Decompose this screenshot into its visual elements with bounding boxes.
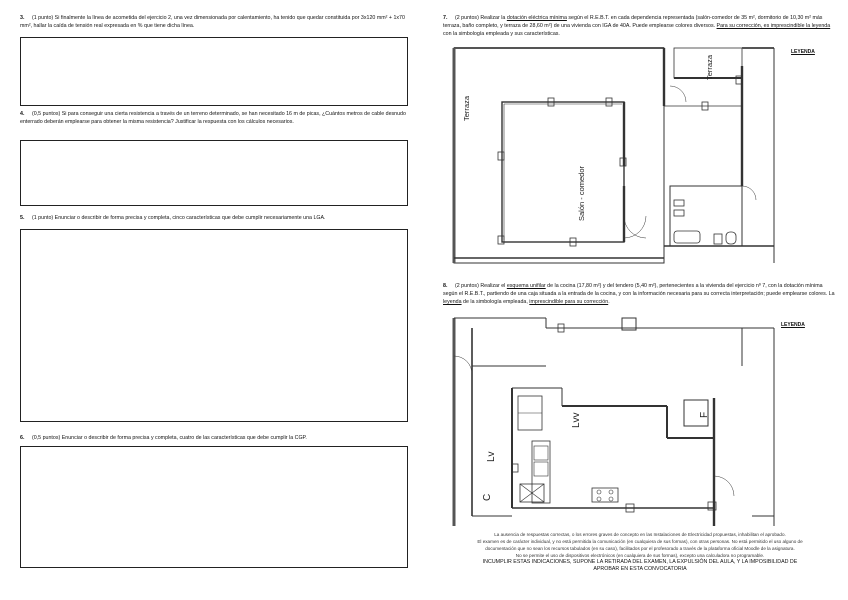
- floor-plan-7-drawing: [452, 46, 777, 266]
- label-lv: Lv: [486, 451, 497, 462]
- footer-warning: APROBAR EN ESTA CONVOCATORIA: [593, 566, 687, 572]
- question-number: 6.: [20, 435, 25, 441]
- label-salon-comedor: Salón - comedor: [577, 165, 586, 221]
- answer-box-3[interactable]: [20, 37, 408, 106]
- question-5: [20, 214, 412, 222]
- question-text-underlined: esquema unifilar: [506, 283, 546, 289]
- question-6: [20, 434, 412, 442]
- question-4: [20, 110, 412, 126]
- question-number: 5.: [20, 215, 25, 221]
- floor-plan-7: [452, 46, 777, 266]
- footer-line: La ausencia de respuestas correctas, o los errores graves de concepto en las Instalaciones de Electricidad propuestas, inhabilitan el aprobado.: [494, 532, 786, 537]
- question-text-underlined: Para su corrección, es imprescindible la leyenda: [716, 23, 831, 29]
- legend-label-7: LEYENDA: [791, 49, 815, 55]
- footer-warning: INCUMPLIR ESTAS INDICACIONES, SUPONE LA RETIRADA DEL EXAMEN, LA EXPULSIÓN DEL AULA, Y LA IMPOSIBILIDAD DE: [482, 559, 798, 565]
- question-text: con la simbología empleada y sus características.: [443, 31, 560, 37]
- floor-plan-8: [452, 316, 777, 528]
- question-text-underlined: leyenda: [443, 299, 462, 305]
- label-f: F: [699, 411, 710, 418]
- question-text-underlined: dotación eléctrica mínima: [506, 15, 567, 21]
- footer-line: documentación que no sean los recursos tabulados (en su caso), facilitados por el profesorado a través de la plataforma oficial Moodle de la asignatura.: [485, 546, 795, 551]
- question-text: (2 puntos) Realizar el: [455, 283, 507, 289]
- question-text: (2 puntos) Realizar la: [455, 15, 507, 21]
- question-number: 8.: [443, 283, 448, 289]
- question-text-underlined: imprescindible para su corrección: [529, 299, 609, 305]
- footer-line: No se permite el uso de dispositivos electrónicos (en cualquiera de sus formas), excepto una calculadora no programable.: [515, 553, 765, 558]
- footer-line: El examen es de carácter individual, y no está permitida la comunicación (en cualquiera de sus formas), con otras personas. No está permitido el uso alguno de: [477, 539, 803, 544]
- answer-box-6[interactable]: [20, 446, 408, 568]
- question-3: [20, 14, 412, 30]
- legend-label-8: LEYENDA: [781, 322, 805, 328]
- label-terraza-left: Terraza: [462, 95, 471, 121]
- label-terraza-right: Terraza: [705, 54, 714, 80]
- question-8: [443, 282, 835, 306]
- question-number: 3.: [20, 15, 25, 21]
- question-text: (1 punto) Enunciar o describir de forma precisa y completa, cinco características que debe cumplir necesariamente una LGA.: [32, 215, 326, 221]
- question-text: .: [608, 299, 610, 305]
- floor-plan-8-drawing: [452, 316, 777, 528]
- question-7: [443, 14, 835, 38]
- answer-box-4[interactable]: [20, 140, 408, 206]
- question-number: 7.: [443, 15, 448, 21]
- question-text: (1 punto) Si finalmente la línea de acometida del ejercicio 2, una vez dimensionada por calentamiento, ha tenido que quedar constituida por 3x120 mm² + 1x70 mm², hallar la caída de tensión real expresada en % que tiene dicha línea.: [20, 15, 405, 29]
- question-text: de la simbología empleada,: [461, 299, 530, 305]
- question-text: de la cocina (17,80 m²) y del tendero (5,40 m²), pertenecientes a la vivienda del ejercicio nº 7, con la dotación mínima según el R.E.B.T., partiendo de una caja situada a la entrada de la cocina, y con la información necesaria para su correcta interpretación; puede emplearse colores. La: [443, 283, 835, 297]
- question-text: según el R.E.B.T. en cada dependencia representada (salón-comedor de 35 m², dormitorio de 10,30 m² más terraza, baño completo, y terraza de 28,60 m²) de una vivienda con IGA de 40A. Puede emplearse colores diversos.: [443, 15, 823, 29]
- exam-rules-footer: [440, 531, 840, 573]
- question-number: 4.: [20, 111, 25, 117]
- answer-box-5[interactable]: [20, 229, 408, 422]
- label-c: C: [482, 493, 493, 501]
- question-text: (0,5 puntos) Si para conseguir una cierta resistencia a través de un terreno determinado, se han necesitado 16 m de picas, ¿Cuántos metros de cable desnudo enterrado deberán emplearse para obtener la misma resistencia? Justificar la respuesta con los cálculos necesarios.: [20, 111, 406, 125]
- question-text: (0,5 puntos) Enunciar o describir de forma precisa y completa, cuatro de las características que debe cumplir la CGP.: [32, 435, 307, 441]
- label-lvv: Lvv: [571, 412, 582, 428]
